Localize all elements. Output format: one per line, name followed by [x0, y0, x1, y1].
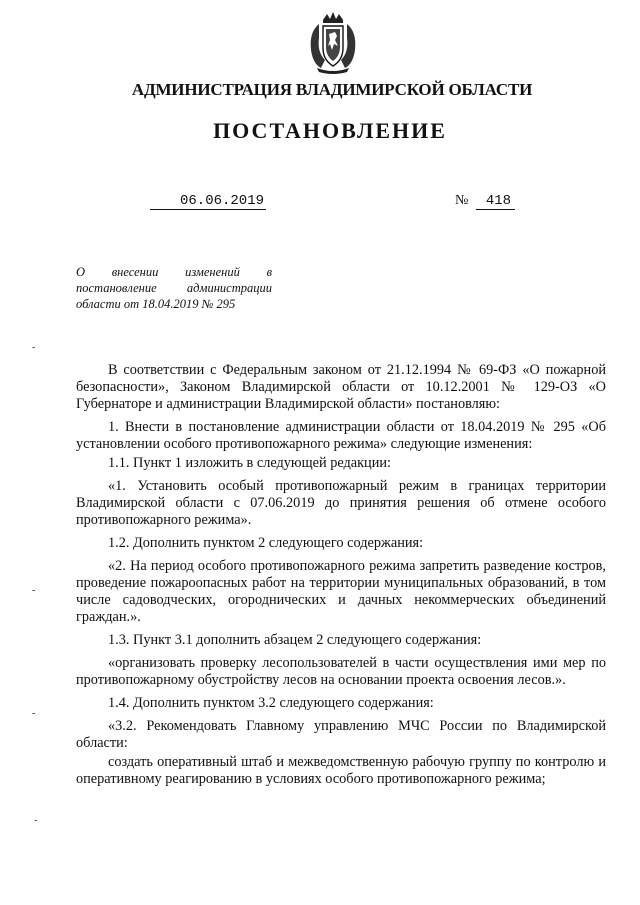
paragraph-item-1-4-bullet: создать оперативный штаб и межведомственную рабочую группу по контролю и оперативному реагированию в условиях особого противопожарного режима;	[76, 754, 606, 787]
number-sign: №	[455, 193, 469, 208]
paragraph-item-1-3: 1.3. Пункт 3.1 дополнить абзацем 2 следующего содержания:	[108, 632, 482, 648]
scan-mark: -	[32, 342, 36, 353]
paragraph-item-1-1: 1.1. Пункт 1 изложить в следующей редакции:	[108, 455, 391, 471]
document-type-title: ПОСТАНОВЛЕНИЕ	[213, 118, 447, 143]
paragraph-item-1-4-text: «3.2. Рекомендовать Главному управлению МЧС России по Владимирской области:	[76, 718, 606, 751]
scan-mark: -	[32, 708, 36, 719]
paragraph-item-1-3-text: «организовать проверку лесопользователей в части осуществления ими мер по противопожарному обустройству лесов на основании проекта освоения лесов.».	[76, 655, 606, 688]
paragraph-item-1: 1. Внести в постановление администрации области от 18.04.2019 № 295 «Об установлении особого противопожарного режима» следующие изменения:	[76, 419, 606, 452]
document-subject: О внесении изменений в постановление администрации области от 18.04.2019 № 295	[76, 265, 272, 311]
date-value: 06.06.2019	[150, 193, 266, 210]
document-number	[455, 193, 515, 209]
scan-mark: -	[32, 585, 36, 596]
paragraph-preamble: В соответствии с Федеральным законом от 21.12.1994 № 69-ФЗ «О пожарной безопасности», Законом Владимирской области от 10.12.2001 № 129-ОЗ «О Губернаторе и администрации Владимирской области» постановляю:	[76, 362, 606, 412]
number-value: 418	[476, 193, 515, 210]
paragraph-item-1-4: 1.4. Дополнить пунктом 3.2 следующего содержания:	[108, 695, 434, 711]
scan-mark: -	[34, 815, 38, 826]
document-body	[76, 362, 606, 794]
paragraph-item-1-2-text: «2. На период особого противопожарного режима запретить разведение костров, проведение пожароопасных работ на территории муниципальных образований, в том числе садоводческих, огороднических и дачных некоммерческих объединений граждан.».	[76, 558, 606, 625]
organization-title: АДМИНИСТРАЦИЯ ВЛАДИМИРСКОЙ ОБЛАСТИ	[131, 80, 533, 99]
document-date	[150, 193, 266, 209]
paragraph-item-1-2: 1.2. Дополнить пунктом 2 следующего содержания:	[108, 535, 424, 551]
coat-of-arms-icon	[305, 10, 361, 74]
paragraph-item-1-1-text: «1. Установить особый противопожарный режим в границах территории Владимирской области с 07.06.2019 до принятия решения об отмене особого противопожарного режима».	[76, 478, 606, 528]
